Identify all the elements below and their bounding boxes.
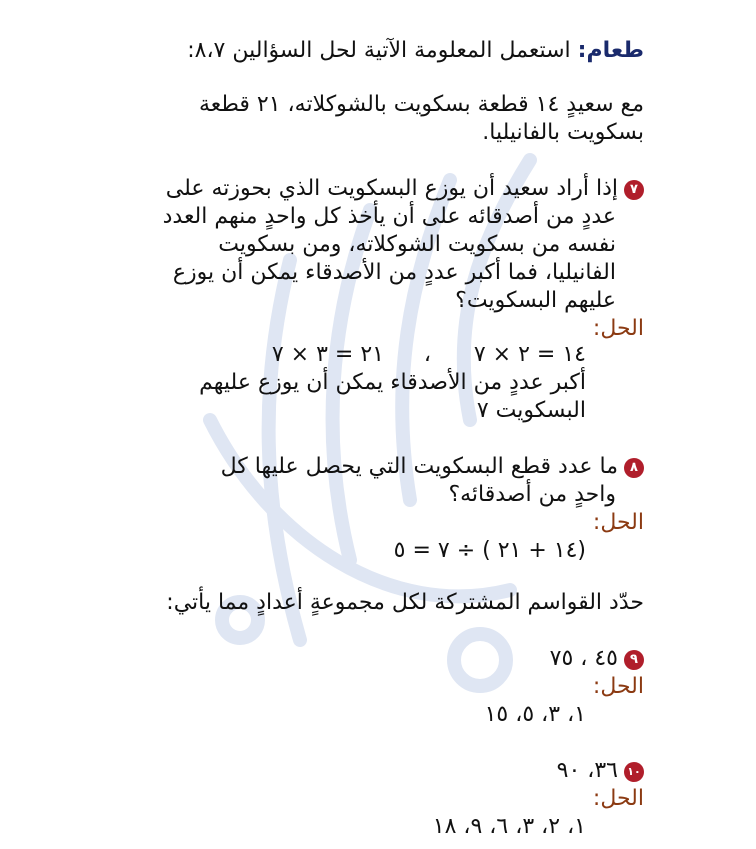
q8-solution-label: الحل: xyxy=(592,510,644,535)
q10-line xyxy=(557,756,644,786)
q8-text-1: ما عدد قطع البسكويت التي يحصل عليها كل xyxy=(220,454,618,479)
q9-solution-label: الحل: xyxy=(592,674,644,699)
q7-solution-label: الحل: xyxy=(592,316,644,341)
q8-number-badge: ٨ xyxy=(624,458,644,478)
q7-answer-1: أكبر عددٍ من الأصدقاء يمكن أن يوزع عليهم xyxy=(199,370,586,395)
q10-number-badge: ١٠ xyxy=(624,762,644,782)
q7-equation-2: ٢١ = ٣ × ٧ xyxy=(271,342,384,367)
q7-line-3: نفسه من بسكويت الشوكلاته، ومن بسكويت xyxy=(218,232,616,257)
q7-line-5: عليهم البسكويت؟ xyxy=(455,288,616,313)
intro-label: طعام: xyxy=(577,38,644,63)
q7-separator: ، xyxy=(423,342,431,367)
q7-answer-2: البسكويت ٧ xyxy=(476,398,586,423)
q9-text: ٤٥ ، ٧٥ xyxy=(549,646,618,671)
q7-line-2: عددٍ من أصدقائه على أن يأخذ كل واحدٍ منهم العدد xyxy=(162,204,616,229)
q10-answer: ١، ٢، ٣، ٦، ٩، ١٨ xyxy=(432,814,586,839)
q9-number-badge: ٩ xyxy=(624,650,644,670)
q9-line xyxy=(550,644,644,674)
info-line-2: بسكويت بالفانيليا. xyxy=(482,120,644,145)
q9-answer: ١، ٣، ٥، ١٥ xyxy=(484,702,586,727)
q7-text-1: إذا أراد سعيد أن يوزع البسكويت الذي بحوزته على xyxy=(165,176,618,201)
q7-line-4: الفانيليا، فما أكبر عددٍ من الأصدقاء يمكن أن يوزع xyxy=(172,260,616,285)
q10-solution-label: الحل: xyxy=(592,786,644,811)
q7-equation-1: ١٤ = ٢ × ٧ xyxy=(473,342,586,367)
q10-text: ٣٦، ٩٠ xyxy=(556,758,618,783)
q7-line-1 xyxy=(166,174,644,204)
q7-number-badge: ٧ xyxy=(624,180,644,200)
intro-line xyxy=(187,36,644,66)
q8-line-1 xyxy=(221,452,644,482)
q8-line-2: واحدٍ من أصدقائه؟ xyxy=(448,482,616,507)
intro-text: استعمل المعلومة الآتية لحل السؤالين ٨،٧: xyxy=(187,38,571,63)
info-line-1: مع سعيدٍ ١٤ قطعة بسكويت بالشوكلاته، ٢١ قطعة xyxy=(198,92,644,117)
q8-equation: (١٤ + ٢١ ) ÷ ٧ = ٥ xyxy=(393,538,586,563)
instruction-line: حدّد القواسم المشتركة لكل مجموعةٍ أعدادٍ مما يأتي: xyxy=(166,590,644,615)
